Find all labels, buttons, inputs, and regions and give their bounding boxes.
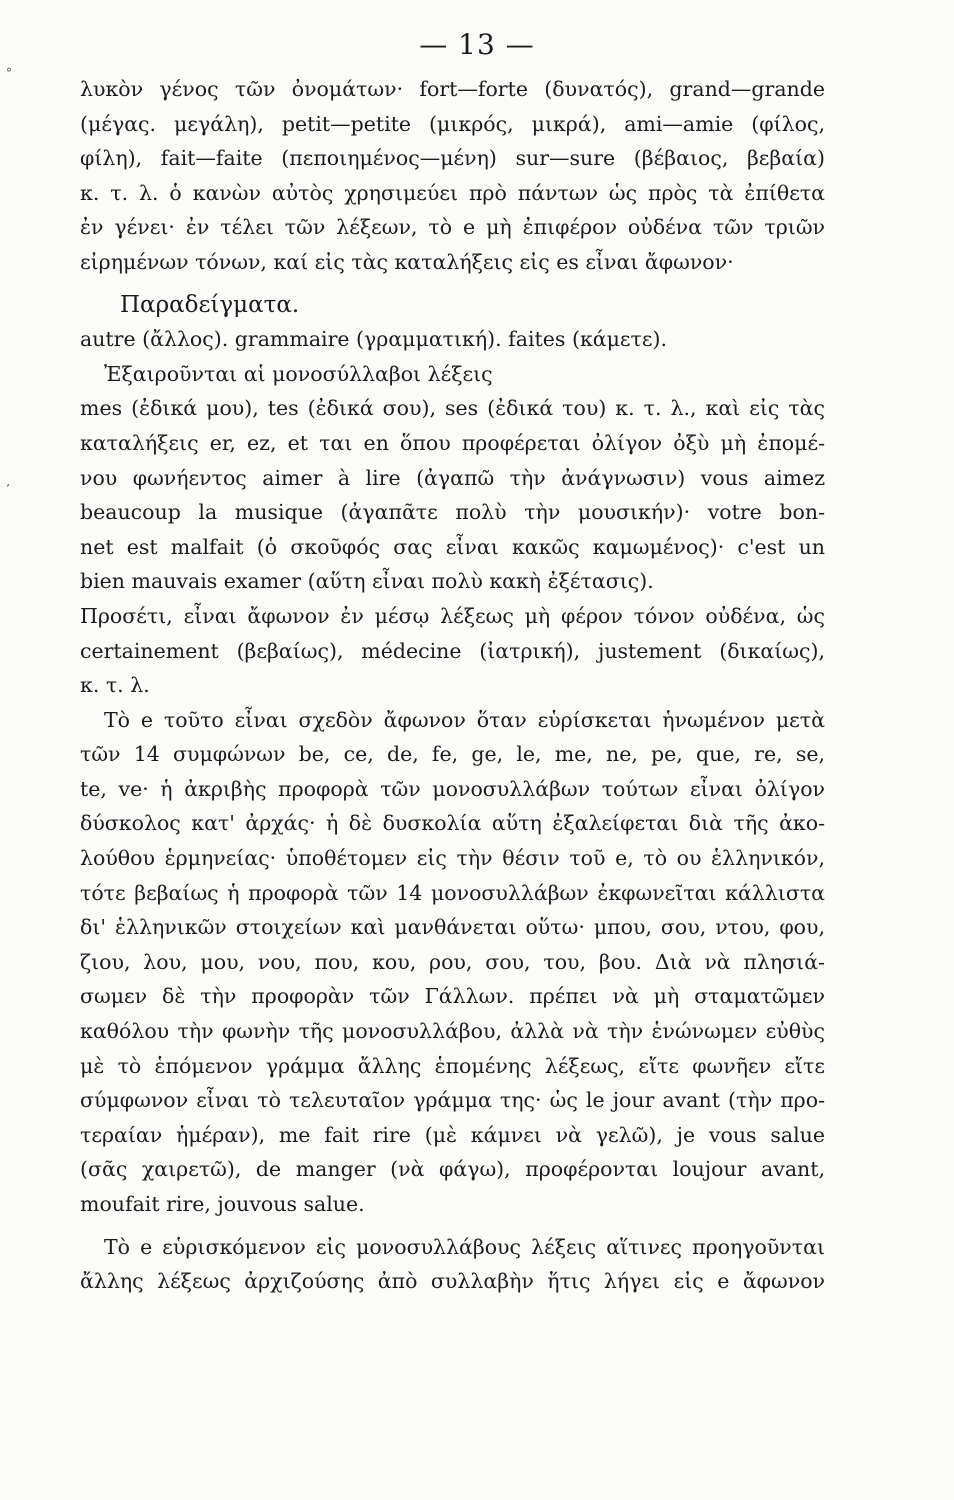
text-line: τότε βεβαίως ἡ προφορὰ τῶν 14 μονοσυλλάβων ἐκφωνεῖται κάλλιστα (80, 880, 825, 905)
text-line: λυκὸν γένος τῶν ὀνομάτων· fort—forte (δυνατός), grand—grande (80, 77, 825, 101)
text-line: ἄλλης λέξεως ἀρχιζούσης ἀπὸ συλλαβὴν ἥτις λήγει εἰς e ἄφωνον (80, 1269, 825, 1294)
text-line: mes (ἐδικά μου), tes (ἐδικά σου), ses (ἐδικά του) κ. τ. λ., καὶ εἰς τὰς (80, 396, 825, 421)
text-line: Τὸ e τοῦτο εἶναι σχεδὸν ἄφωνον ὅταν εὑρίσκεται ἡνωμένον μετὰ (104, 707, 825, 732)
text-line: τῶν 14 συμφώνων be, ce, de, fe, ge, le, me, ne, pe, que, re, se, (80, 742, 825, 767)
text-line: καθόλου τὴν φωνὴν τῆς μονοσυλλάβου, ἀλλὰ νὰ τὴν ἑνώνωμεν εὐθὺς (80, 1019, 825, 1044)
text-line: σύμφωνον εἶναι τὸ τελευταῖον γράμμα της· ὡς le jour avant (τὴν προ- (80, 1088, 825, 1113)
text-line: σωμεν δὲ τὴν προφορὰν τῶν Γάλλων. πρέπει νὰ μὴ σταματῶμεν (80, 984, 825, 1009)
text-line: bien mauvais examer (αὕτη εἶναι πολὺ κακὴ ἐξέτασις). (80, 569, 654, 594)
text-line: te, ve· ἡ ἀκριβὴς προφορὰ τῶν μονοσυλλάβων τούτων εἶναι ὀλίγον (80, 776, 825, 801)
text-line: δι' ἑλληνικῶν στοιχείων καὶ μανθάνεται οὕτω· μπου, σου, ντου, φου, (80, 915, 825, 940)
text-line: νου φωνήεντος aimer à lire (ἀγαπῶ τὴν ἀνάγνωσιν) vous aimez (80, 465, 825, 490)
text-line: ζιου, λου, μου, νου, που, κου, ρου, σου, του, βου. Διὰ νὰ πλησιά- (80, 949, 825, 974)
text-line: (μέγας. μεγάλη), petit—petite (μικρός, μικρά), ami—amie (φίλος, (80, 111, 825, 136)
text-line: τεραίαν ἡμέραν), me fait rire (μὲ κάμνει νὰ γελῶ), je vous salue (80, 1122, 825, 1147)
text-line: Ἐξαιροῦνται αἱ μονοσύλλαβοι λέξεις (104, 361, 493, 386)
text-line: λούθου ἑρμηνείας· ὑποθέτομεν εἰς τὴν θέσιν τοῦ e, τὸ ου ἑλληνικόν, (80, 846, 825, 871)
margin-mark: ’ (6, 482, 10, 496)
text-line: Προσέτι, εἶναι ἄφωνον ἐν μέσῳ λέξεως μὴ φέρον τόνον οὐδένα, ὡς (80, 603, 825, 628)
text-line: net est malfait (ὁ σκοῦφός σας εἶναι κακῶς καμωμένος)· c'est un (80, 534, 825, 559)
text-line: φίλη), fait—faite (πεποιημένος—μένη) sur—sure (βέβαιος, βεβαία) (80, 146, 825, 171)
text-line: καταλήξεις er, ez, et ται en ὅπου προφέρεται ὀλίγον ὀξὺ μὴ ἐπομέ- (80, 430, 825, 455)
body-text (80, 72, 825, 1299)
text-line: (σᾶς χαιρετῶ), de manger (νὰ φάγω), προφέρονται loujour avant, (80, 1157, 825, 1182)
page-number: — 13 — (419, 28, 535, 61)
text-line: ἐν γένει· ἐν τέλει τῶν λέξεων, τὸ e μὴ ἐπιφέρον οὐδένα τῶν τριῶν (80, 215, 825, 240)
text-line: Τὸ e εὑρισκόμενον εἰς μονοσυλλάβους λέξεις αἵτινες προηγοῦνται (104, 1234, 825, 1259)
text-line: moufait rire, jouvous salue. (80, 1192, 365, 1216)
text-line: δύσκολος κατ' ἀρχάς· ἡ δὲ δυσκολία αὕτη ἐξαλείφεται διὰ τῆς ἀκο- (80, 811, 825, 836)
margin-mark: ° (6, 66, 12, 80)
text-line: beaucoup la musique (ἀγαπᾶτε πολὺ τὴν μουσικήν)· votre bon- (80, 500, 825, 525)
text-line: κ. τ. λ. (80, 673, 150, 698)
section-heading: Παραδείγματα. (120, 291, 300, 318)
text-line: certainement (βεβαίως), médecine (ἰατρική), justement (δικαίως), (80, 638, 825, 663)
text-line: μὲ τὸ ἑπόμενον γράμμα ἄλλης ἑπομένης λέξεως, εἴτε φωνῆεν εἴτε (80, 1053, 825, 1078)
text-line: εἰρημένων τόνων, καί εἰς τὰς καταλήξεις εἰς es εἶναι ἄφωνον· (80, 249, 734, 274)
text-line: κ. τ. λ. ὁ κανὼν αὐτὸς χρησιμεύει πρὸ πάντων ὡς πρὸς τὰ ἐπίθετα (80, 180, 825, 205)
text-line: autre (ἄλλος). grammaire (γραμματική). faites (κάμετε). (80, 327, 668, 352)
